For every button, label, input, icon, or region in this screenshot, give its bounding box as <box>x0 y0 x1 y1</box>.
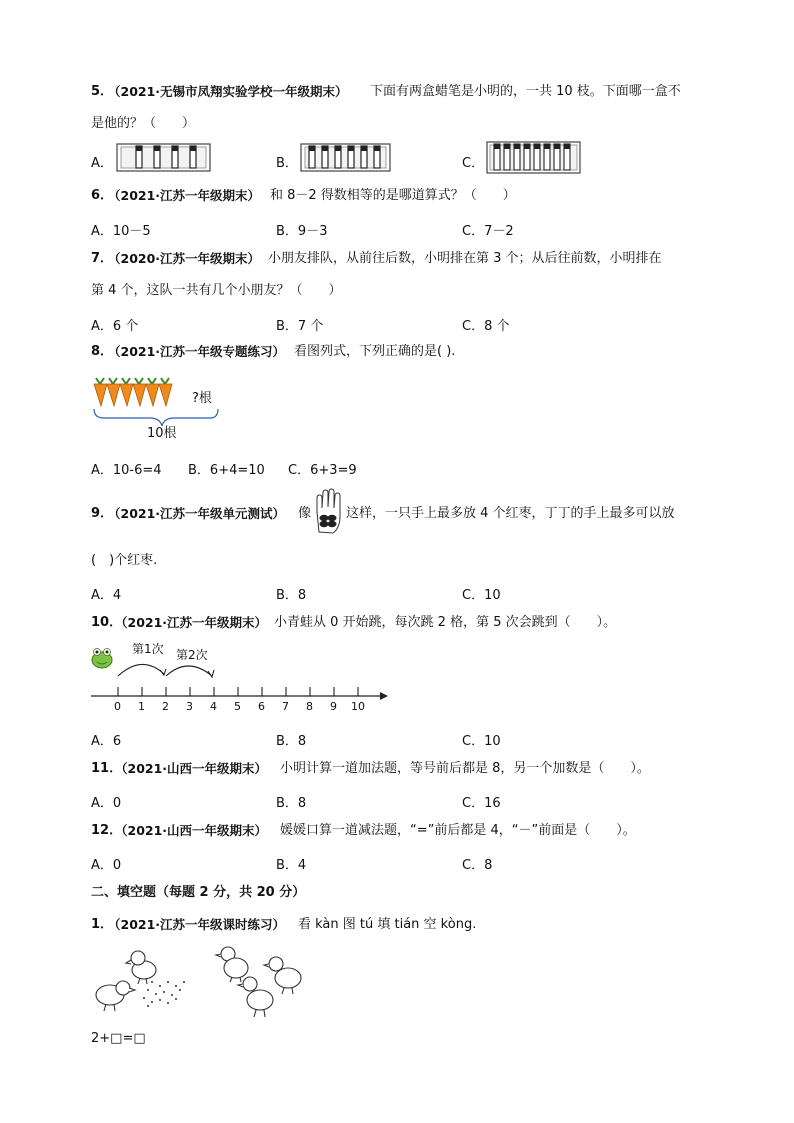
q9-option-b: B．8 <box>276 588 307 603</box>
q5-text-line1: 下面有两盒蜡笔是小明的，一共 10 枝。下面哪一盒不 <box>370 84 681 99</box>
q12-option-a: A．0 <box>91 858 122 873</box>
q6-option-b: B．9－3 <box>276 224 328 239</box>
q7-option-b: B．7 个 <box>276 319 324 334</box>
q7-number: 7． <box>91 251 114 266</box>
tick-label: 6 <box>258 700 265 713</box>
q5-text-line2: 是他的？（ ） <box>91 116 196 131</box>
tick-label: 4 <box>210 700 217 713</box>
q7-option-a: A．6 个 <box>91 319 139 334</box>
q8-option-b: B．6+4=10 <box>188 463 265 478</box>
axis-arrow-icon <box>380 692 388 700</box>
chick-icon <box>216 947 248 982</box>
q8-source: （2021·江苏一年级专题练习） <box>108 344 286 359</box>
q10-option-a: A．6 <box>91 734 122 749</box>
q11-text: 小明计算一道加法题，等号前后都是 8，另一个加数是（ ）。 <box>280 761 650 776</box>
q8-number: 8． <box>91 344 114 359</box>
q7-text-line1: 小朋友排队，从前往后数，小明排在第 3 个；从后往前数，小明排在 <box>268 251 662 266</box>
grain-dots <box>143 981 185 1007</box>
q5-option-a: A． <box>91 156 113 171</box>
q10-jump2-label: 第2次 <box>176 648 208 662</box>
fill1-text: 看 kàn 图 tú 填 tián 空 kòng. <box>298 917 477 932</box>
q10-option-b: B．8 <box>276 734 307 749</box>
q10-number: 10． <box>91 615 123 630</box>
tick-label: 9 <box>330 700 337 713</box>
tick-label: 10 <box>351 700 365 713</box>
chick-icon <box>238 977 273 1017</box>
q11-option-b: B．8 <box>276 796 307 811</box>
q7-option-c: C．8 个 <box>462 319 510 334</box>
q9-option-a: A．4 <box>91 588 122 603</box>
q11-source: （2021·山西一年级期末） <box>115 761 268 776</box>
section-2-title: 二、填空题（每题 2 分，共 20 分） <box>91 885 306 900</box>
q6-number: 6． <box>91 188 114 203</box>
q12-source: （2021·山西一年级期末） <box>115 823 268 838</box>
q11-number: 11． <box>91 761 123 776</box>
tick-label: 3 <box>186 700 193 713</box>
q9-number: 9． <box>91 506 114 521</box>
q5-number: 5． <box>91 84 114 99</box>
q6-source: （2021·江苏一年级期末） <box>108 188 261 203</box>
q8-text: 看图列式，下列正确的是( ). <box>294 344 456 359</box>
tick-label: 0 <box>114 700 121 713</box>
q7-source: （2020·江苏一年级期末） <box>108 251 261 266</box>
tick-label: 7 <box>282 700 289 713</box>
q6-option-a: A．10－5 <box>91 224 151 239</box>
q10-option-c: C．10 <box>462 734 501 749</box>
q9-text-line2: ( )个红枣. <box>91 553 158 568</box>
q12-option-b: B．4 <box>276 858 307 873</box>
q9-source: （2021·江苏一年级单元测试） <box>108 506 286 521</box>
q5-source: （2021·无锡市凤翔实验学校一年级期末） <box>108 84 348 99</box>
q6-option-c: C．7－2 <box>462 224 514 239</box>
fill1-number: 1． <box>91 917 114 932</box>
q5-option-b: B． <box>276 156 298 171</box>
q11-option-c: C．16 <box>462 796 501 811</box>
q8-option-c: C．6+3=9 <box>288 463 357 478</box>
jump-arc-1 <box>118 664 164 676</box>
q10-source: （2021·江苏一年级期末） <box>115 615 268 630</box>
q8-unknown-label: ?根 <box>192 391 212 406</box>
fill1-formula: 2+□=□ <box>91 1031 146 1046</box>
q8-total-label: 10根 <box>147 426 177 441</box>
tick-label: 2 <box>162 700 169 713</box>
hand-with-dates-icon <box>313 488 345 536</box>
crayon-box-c <box>486 140 582 176</box>
jump-arc-2 <box>166 666 212 676</box>
number-line-ticks <box>118 687 358 696</box>
q5-option-c: C． <box>462 156 485 171</box>
q6-text: 和 8－2 得数相等的是哪道算式？（ ） <box>270 188 516 203</box>
q11-option-a: A．0 <box>91 796 122 811</box>
tick-label: 8 <box>306 700 313 713</box>
chick-icon <box>96 981 135 1011</box>
crayon-box-b <box>300 142 392 174</box>
chick-icon <box>264 957 301 994</box>
q8-option-a: A．10-6=4 <box>91 463 162 478</box>
tick-label: 5 <box>234 700 241 713</box>
q10-text: 小青蛙从 0 开始跳，每次跳 2 格，第 5 次会跳到（ ）。 <box>274 615 617 630</box>
q12-text: 媛媛口算一道减法题，“=”前后都是 4，“－”前面是（ ）。 <box>280 823 636 838</box>
q9-text-b: 这样，一只手上最多放 4 个红枣，丁丁的手上最多可以放 <box>346 506 675 521</box>
q12-option-c: C．8 <box>462 858 493 873</box>
brace-icon <box>94 409 218 426</box>
tick-label: 1 <box>138 700 145 713</box>
q9-option-c: C．10 <box>462 588 501 603</box>
chick-icon <box>126 951 156 984</box>
carrot-icon <box>94 378 107 406</box>
frog-icon <box>92 649 112 669</box>
crayon-box-a <box>116 142 212 174</box>
q10-jump1-label: 第1次 <box>132 642 164 656</box>
q12-number: 12． <box>91 823 123 838</box>
chicks-picture <box>90 940 315 1022</box>
q9-text-a: 像 <box>298 506 312 521</box>
fill1-source: （2021·江苏一年级课时练习） <box>108 917 286 932</box>
q7-text-line2: 第 4 个，这队一共有几个小朋友？（ ） <box>91 283 342 298</box>
